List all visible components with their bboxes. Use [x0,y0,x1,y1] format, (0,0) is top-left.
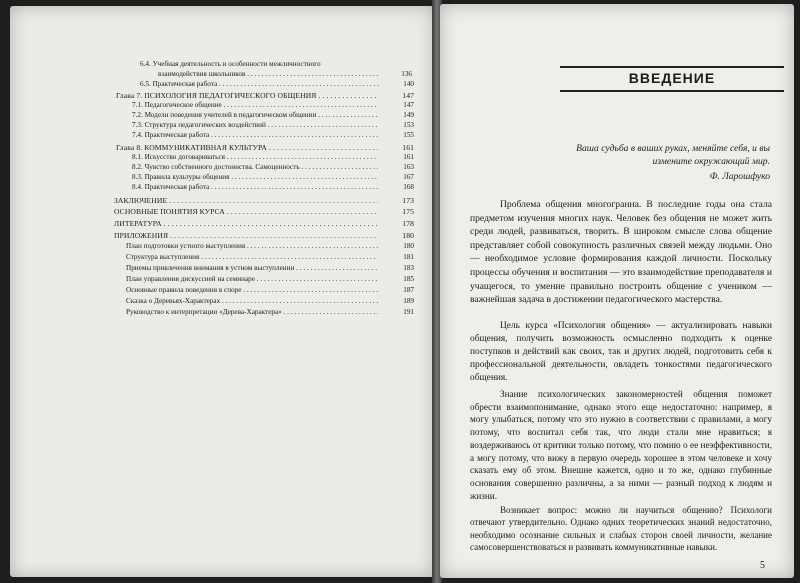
toc-entry-page: 173 [402,196,414,205]
toc-entry-title: 6.5. Практическая работа . . . [140,80,380,89]
toc-entry-title: 8.3. Правила культуры общения . . . [132,173,378,182]
toc-entry-title: Сказка о Деревьях-Характерах . . . [126,297,378,306]
toc-entry-title: ОСНОВНЫЕ ПОНЯТИЯ КУРСА . . . [114,207,378,216]
toc-entry-title: ПРИЛОЖЕНИЯ . . . [114,231,378,240]
paragraph: Цель курса «Психология общения» — актуализировать навыки общения, получить возможность осмысленно подходить к оценке поступков и действий как своих, так и других людей, подготовить себя к профессиональной деятельности, овладеть тонкостями педагогического общения. [470,321,772,383]
toc-entry-title: Основные правила поведения в споре . . . [126,286,378,295]
paragraph: Возникает вопрос: можно ли научиться общению? Психологи отвечают утвердительно. Однако одних теоретических знаний недостаточно, необходимо осознание сильных и слабых сторон своей личности, желание самосовершенствоваться и развивать коммуникативные навыки. [470,505,772,553]
toc-entry-page: 161 [402,143,414,152]
page-title: ВВЕДЕНИЕ [628,70,716,86]
right-page [440,4,794,578]
page-number: 5 [760,560,765,571]
heading-rule-bottom [560,90,784,92]
toc-entry-page: 163 [403,163,414,171]
toc-entry-title: ЗАКЛЮЧЕНИЕ . . . [114,196,378,205]
toc-entry-title: 6.4. Учебная деятельность и особенности межличностного [140,60,321,68]
toc-entry-title: 8.2. Чувство собственного достоинства. Самоценность . . . [132,163,378,172]
toc-entry-page: 189 [403,297,414,305]
toc-entry-page: 185 [403,275,414,283]
toc-entry-title: Приемы привлечения внимания в устном выступлении . . . [126,264,378,273]
toc-entry-title: 7.2. Модели поведения учителей в педагогическом общении . . . [132,111,378,120]
toc-entry-page: 178 [402,219,414,228]
toc-entry-title: Глава 7. ПСИХОЛОГИЯ ПЕДАГОГИЧЕСКОГО ОБЩЕНИЯ . . . [116,91,378,100]
toc-entry-title: 8.1. Искусство договариваться . . . [132,153,378,162]
toc-entry-page: 167 [403,173,414,181]
toc-entry-title: взаимодействия школьников . . . [158,70,378,79]
toc-entry-page: 181 [403,253,414,261]
toc-entry-page: 180 [403,242,414,250]
toc-entry-title: 7.1. Педагогическое общение . . . [132,101,378,110]
toc-entry-title: Руководство к интерпретации «Дерева-Характера» . . . [126,308,378,317]
toc-entry-page: 136 [401,70,412,78]
toc-entry-title: 7.4. Практическая работа . . . [132,131,378,140]
toc-entry [140,60,321,69]
toc-entry-title: ЛИТЕРАТУРА . . . [114,219,378,228]
toc-entry-page: 155 [403,131,414,139]
heading-rule-top [560,66,784,68]
toc-entry-title: План управления дискуссией на семинаре . . . [126,275,378,284]
paragraph: Проблема общения многогранна. В последние годы она стала предметом изучения многих наук. Человек без общения не может жить среди людей, развиваться, творить. В широком смысле слова общение представляет собой совокупность различных связей между людьми. Оно — необходимое условие формирования каждой личности. Поскольку процессы обучения и воспитания — это взаимодействие преподавателя и учащегося, то умение правильно построить общение с учеником — важнейшая задача в достижении педагогического мастерства. [470,199,772,306]
toc-entry-title: 7.3. Структура педагогических воздействий . . . [132,121,378,130]
toc-entry-page: 175 [402,207,414,216]
toc-entry-page: 147 [403,101,414,109]
toc-entry-page: 147 [402,91,414,100]
toc-entry-page: 180 [402,231,414,240]
toc-entry-title: Структура выступления . . . [126,253,378,262]
table-of-contents [10,6,434,577]
toc-entry-page: 183 [403,264,414,272]
toc-entry-title: План подготовки устного выступления . . . [126,242,378,251]
toc-entry-page: 149 [403,111,414,119]
toc-entry-title: 8.4. Практическая работа . . . [132,183,378,192]
toc-entry-page: 191 [403,308,414,316]
toc-entry-page: 168 [403,183,414,191]
epigraph-author: Ф. Ларошфуко [709,171,770,182]
toc-entry-page: 187 [403,286,414,294]
toc-entry-page: 140 [403,80,414,88]
toc-entry-title: Глава 8. КОММУНИКАТИВНАЯ КУЛЬТУРА . . . [116,143,378,152]
toc-entry-page: 153 [403,121,414,129]
toc-entry-page: 161 [403,153,414,161]
paragraph: Знание психологических закономерностей общения поможет обрести взаимопонимание, однако этого еще недостаточно: например, я могу улыбаться, потому что это нужно в соответствии с правилами, а могу потому, что воспитал себя так, что люди стали мне нравиться; я воздерживаюсь от критики только потому, что помню о ее неэффективности, а могу потому, что вижу в первую очередь хорошее в этом человеке и хочу сказать ему об этом. Внешне кажется, одно и то же, однако глубинные основания совершенно различны, а за ними — разный подход к людям и жизни. [470,389,772,501]
left-page [10,6,434,577]
epigraph: Ваша судьба в ваших руках, меняйте себя, и вы измените окружающий мир. [576,143,770,167]
